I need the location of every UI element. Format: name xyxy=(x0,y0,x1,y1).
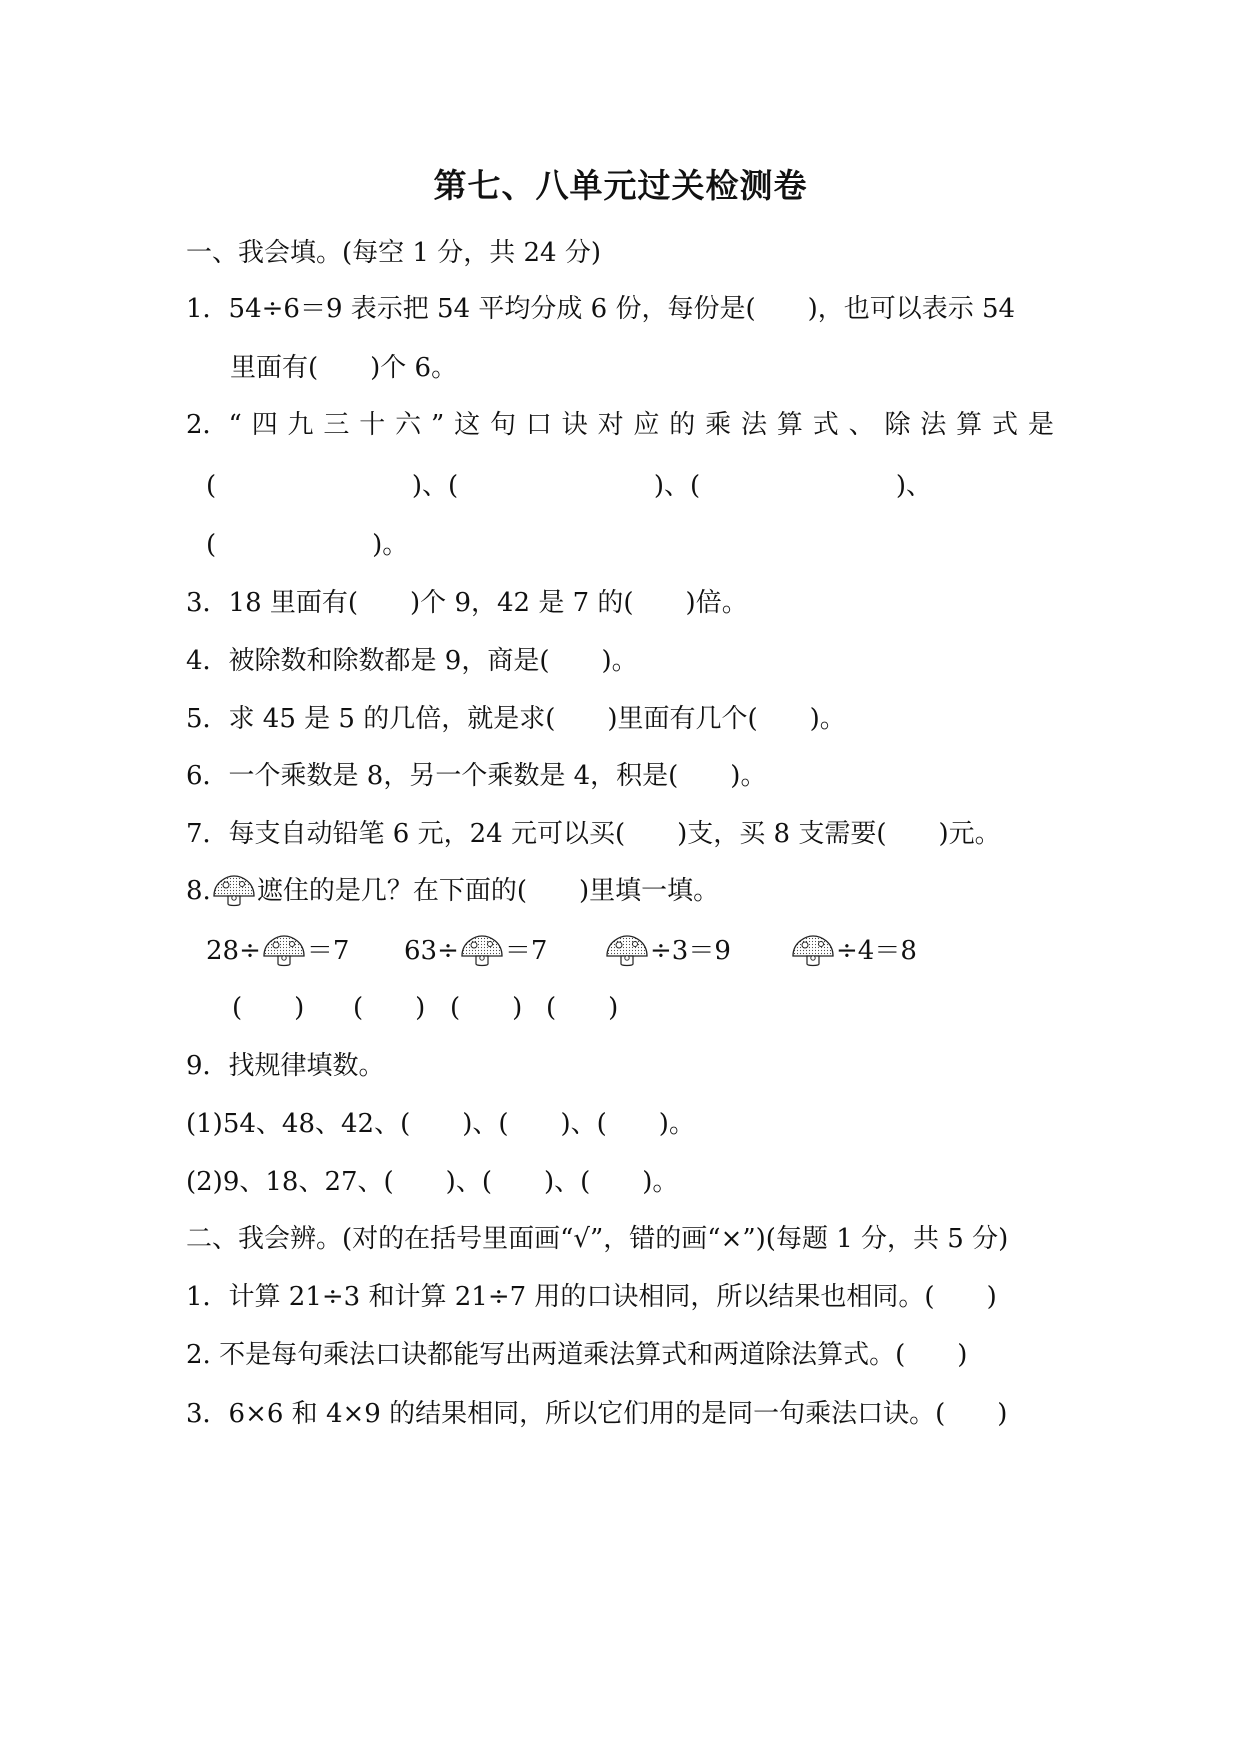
q2-char: 算 xyxy=(956,410,983,440)
q2-char: 的 xyxy=(669,410,696,440)
q2-blank-3: )、( xyxy=(653,471,701,501)
q2-char: 九 xyxy=(287,410,314,440)
q2-char: 诀 xyxy=(561,410,588,440)
q2-char: 、 xyxy=(848,410,875,440)
q8-answer-1: ( ) xyxy=(232,993,305,1023)
q1-line2: 里面有( )个 6。 xyxy=(230,353,458,383)
s2-q1: 1．计算 21÷3 和计算 21÷7 用的口诀相同，所以结果也相同。( ) xyxy=(186,1282,997,1312)
q2-char: 六 xyxy=(395,410,422,440)
q2-line3: ( )。 xyxy=(206,530,409,560)
q2-char: 乘 xyxy=(705,410,732,440)
q2-char: 除 xyxy=(884,410,911,440)
q2-char: 算 xyxy=(776,410,803,440)
q2-char: 口 xyxy=(525,410,552,440)
q1-line1: 1．54÷6＝9 表示把 54 平均分成 6 份，每份是( )，也可以表示 54 xyxy=(186,294,1016,324)
q2-char: 句 xyxy=(489,410,516,440)
s2-q2: 2. 不是每句乘法口诀都能写出两道乘法算式和两道除法算式。( ) xyxy=(186,1340,968,1370)
q6: 6．一个乘数是 8，另一个乘数是 4，积是( )。 xyxy=(186,761,767,791)
q8-eq-4 xyxy=(790,934,917,968)
q8-eq-2 xyxy=(404,934,547,968)
q5: 5．求 45 是 5 的几倍，就是求( )里面有几个( )。 xyxy=(186,704,846,734)
q2-line2 xyxy=(206,469,932,503)
q2-char: 对 xyxy=(597,410,624,440)
q2-char: 这 xyxy=(454,410,481,440)
q8-answer-3: ( ) xyxy=(450,993,523,1023)
q2-char: 应 xyxy=(633,410,660,440)
mushroom-icon xyxy=(261,934,307,968)
q8-answer-4: ( ) xyxy=(546,993,619,1023)
page-title: 第七、八单元过关检测卷 xyxy=(433,166,808,205)
q9-1: (1)54、48、42、( )、( )、( )。 xyxy=(186,1109,695,1139)
q8-eq-3 xyxy=(604,934,731,968)
q2-char: 2．“ xyxy=(186,410,242,440)
eq2-before: 63÷ xyxy=(404,936,459,966)
q2-char: 三 xyxy=(323,410,350,440)
q4: 4．被除数和除数都是 9，商是( )。 xyxy=(186,646,638,676)
q8-text: 遮住的是几？在下面的( )里填一填。 xyxy=(256,876,720,906)
q3: 3．18 里面有( )个 9，42 是 7 的( )倍。 xyxy=(186,588,748,618)
q2-char: ” xyxy=(430,410,445,440)
q2-blank-1: ( xyxy=(206,471,217,501)
q2-char: 十 xyxy=(359,410,386,440)
q2-char: 是 xyxy=(1027,410,1054,440)
q9: 9．找规律填数。 xyxy=(186,1051,385,1081)
q2-blank-4: )、 xyxy=(895,471,932,501)
q9-2: (2)9、18、27、( )、( )、( )。 xyxy=(186,1167,679,1197)
q2-char: 四 xyxy=(251,410,278,440)
mushroom-icon xyxy=(604,934,650,968)
q7: 7．每支自动铅笔 6 元，24 元可以买( )支，买 8 支需要( )元。 xyxy=(186,819,1001,849)
eq2-after: ＝7 xyxy=(504,936,548,966)
eq1-after: ＝7 xyxy=(306,936,350,966)
eq1-before: 28÷ xyxy=(206,936,261,966)
section2-heading: 二、我会辨。(对的在括号里面画“√”，错的画“×”)(每题 1 分，共 5 分) xyxy=(186,1224,1009,1254)
q2-char: 法 xyxy=(920,410,947,440)
q2-char: 法 xyxy=(741,410,768,440)
q8-eq-1 xyxy=(206,934,349,968)
q8-answer-2: ( ) xyxy=(353,993,426,1023)
q8-prefix: 8. xyxy=(186,876,211,906)
s2-q3: 3．6×6 和 4×9 的结果相同，所以它们用的是同一句乘法口诀。( ) xyxy=(186,1399,1008,1429)
eq4-after: ÷4＝8 xyxy=(836,936,917,966)
mushroom-icon xyxy=(459,934,505,968)
q2-blank-2: )、( xyxy=(411,471,459,501)
q2-line1 xyxy=(186,408,1054,442)
section1-heading: 一、我会填。(每空 1 分，共 24 分) xyxy=(186,238,601,268)
mushroom-icon xyxy=(211,874,257,908)
q2-char: 式 xyxy=(812,410,839,440)
q2-char: 式 xyxy=(992,410,1019,440)
q8-line xyxy=(186,874,719,908)
mushroom-icon xyxy=(790,934,836,968)
eq3-after: ÷3＝9 xyxy=(650,936,731,966)
